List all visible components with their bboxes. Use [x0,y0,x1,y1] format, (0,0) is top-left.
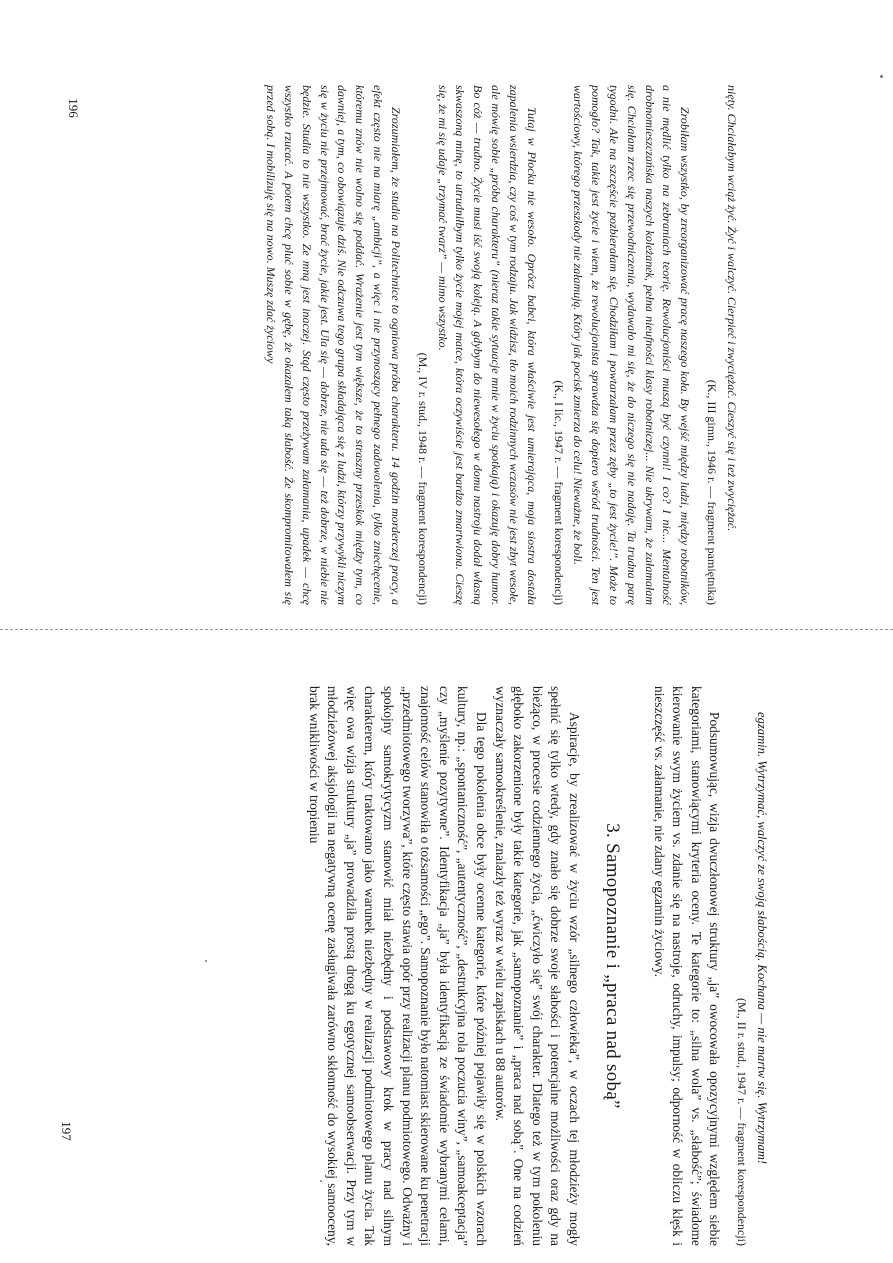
page-196-text [140,85,740,605]
passage-quote: Zrobiłam wszystko, by zreorganizować pracę naszego koła. By wejść między ludzi, między robotników, a nie mędlić tylko na zebraniach teorię. Rewolucjoniści muszą być czynni! I co? I nic... Mentalność drobnomieszczańska naszych koleżanek, pełna nieufności klasy robotniczej... Nie ukrywam, że załamałam się. Chciałam zrzec się przewodniczenia, wydawało mi się, że do niczego się nie nadaję. Ta trudna parę tygodni. Ale na szczęście pozbierałam się. Chodziłam i powtarzałam przez zęby „to jest życie!”. Może to pomogło? Tak, takie jest życie i wiem, że rewolucjonista sprawdza się dopiero wśród trudności. Ten jest wartościowy, którego przeszkody nie załamują. Który jak pocisk zmierza do celu! Nieważne, że boli. [571,85,693,605]
passage-continuation: nięty. Chciałabym wciąż żyć. Żyć i walczyć. Cierpieć i zwyciężać. Cieszyć się i też zwyciężać. [725,85,739,532]
page-number-left: 196 [65,98,81,118]
section-heading: 3. Samopoznanie i „praca nad sobą” [602,823,624,1109]
passage-quote: Tutaj w Płocku nie wesoło. Oprócz babci, która właściwie jest umierająca, moja siostra dostała zapalenia wsierdzia, czy coś w tym rodzaju. Jak widzisz, tło moich rodzinnych wczasów nie jest zbyt wesołe, ale mówię sobie „próba charakteru” (nieraz takie sytuacje mnie w życiu spotkają) i okazuję dobry humor. Bo cóż — trudno. Życie musi iść swoją koleją. A gdybym do niewesołego w domu nastroju dodał własną skwaszoną minę, to utrudniłbym tylko życie mojej matce, która oczywiście jest bardzo zmartwiona. Cieszę się, że mi się udaje „trzymać twarz” — mimo wszystko. [435,85,539,605]
passage-quote: Zrozumiałem, że studia na Politechnice to ogniowa próba charakteru. 14 godzin morderczej pracy, a efekt często nie na miarę „ambicji”, a więc i nie przynoszący pełnego zadowolenia, tylko zniechęcenie, któremu znów nie wolno się poddać. Wrażenie jest tym większe, że to straszny przeskok między tym, co dawniej, a tym, co obowiązuje dziś. Nie odczuwa tego grupa składająca się z ludzi, którzy przywykli niczym się w życiu nie przejmować, brać życie, jakie jest. Ula się — dobrze, nie uda się — też dobrze, w niebie nie będzie. Studia to nie wszystko. Ze mną jest inaczej. Stąd często przeżywam załamania, upadek — chcę wszystko rzucać. A potem chcę pluć sobie w gębę, że okazałem taką słabość. Że skompromitowałem się przed sobą. I mobilizuję się na nowo. Muszę zdać życiowy [264,85,403,605]
summary-paragraph: Podsumowując, wizja dwuczłonowej struktury „ja” owocowała opozycyjnymi względem siebie kategoriami, stanowiącymi kryteria oceny. Te kategorie to: „silna wola” vs. „słabość”; świadome kierowanie swym życiem vs. zdanie się na nastroje, odruchy, impulsy; odporność w obliczu klęsk i nieszczęść vs. załamanie, nie zdany egzamin życiowy. [651,686,723,1246]
passage-source: (K., I lic., 1947 r. — fragment korespondencji) [551,380,566,605]
body-paragraph: Aspiracje, by zrealizować w życiu wzór „silnego człowieka”, w oczach tej młodzieży mogły spełnić się tylko wtedy, gdy znało się dobrze swoje słabości i potencjalne możliwości oraz gdy na bieżąco, w procesie codziennego życia, „ćwiczyło się” swój charakter. Dlatego też w tym pokoleniu głęboko zakorzenione były takie kategorie, jak „samopoznanie” i „praca nad sobą”. One na codzień wyznaczały samookreślenie, znalazły też wyraz w wielu zapiskach u 88 autorów. [492,686,583,1246]
page-fold-line [0,629,893,630]
page-197-text [130,686,770,1246]
scan-speck [320,1180,322,1182]
body-paragraph: Dla tego pokolenia obce były ocenne kategorie, które później pojawiły się w polskich wzorach kultury, np.: „spontaniczność”, „autentyczność”, „destrukcyjna rola poczucia winy”, „samoakceptacja” czy „myślenie pozytywne”. Identyfikacja „ja” była identyfikacją ze świadomie wybranymi celami, znajomość celów stanowiła o tożsamości „ego”. Samopoznanie było natomiast skierowane ku penetracji „przedmiotowego tworzywa”, które często stawia opór przy realizacji planu podmiotowego. Odważny i spokojny samokrytycyzm stanowić miał niezbędny i podstawowy krok w pracy nad silnym charakterem, który traktowano jako warunek niezbędny w realizacji podmiotowego planu życia. Tak więc owa wizja struktury „ja” prowadziła prostą drogą ku egotycznej samoobserwacji. Przy tym w młodzieżowej aksjologii na negatywną ocenę zasługiwała zarówno skłonność do wysokiej samooceny, brak wnikliwości w tropieniu [306,686,490,1247]
scan-speck [205,960,207,962]
intro-source: (M., II r. stud., 1947 r. — fragment korespondencji) [735,998,750,1246]
page-number-right: 197 [58,1121,74,1141]
intro-quote: egzamin. Wytrzymać, walczyć ze swoją słabością. Kochana — nie martw się. Wytrzymam! [755,712,769,1165]
scan-speck [880,75,883,78]
passage-source: (M., IV r. stud., 1948 r. — fragment korespondencji) [415,352,430,605]
passage-source: (K., III gimn., 1946 r. — fragment pamiętnika) [705,379,720,605]
